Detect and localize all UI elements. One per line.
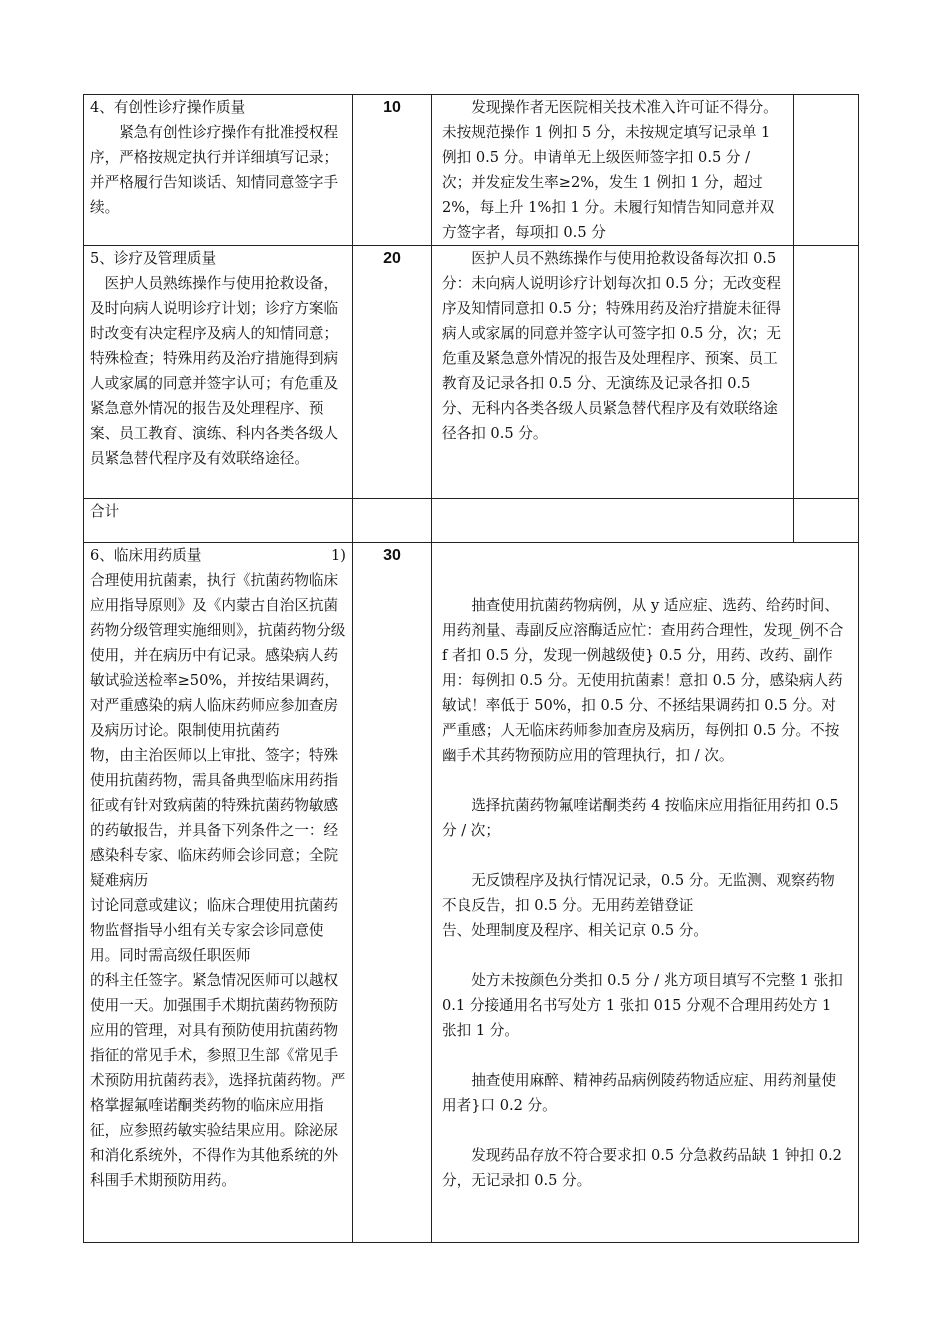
total-deduction-cell [794, 499, 859, 543]
item-title: 5、诊疗及管理质量 [90, 250, 217, 267]
item-body: 合理使用抗菌素，执行《抗菌药物临床应用指导原则》及《内蒙古自治区抗菌药物分级管理实施细则》，抗菌药物分级使用，并在病历中有记录。感染病人药敏试验送检率≥50%，并按结果调药，对严重感染的病人临床药师应参加查房及病历讨论。限制使用抗菌药 物，由主治医师以上审批、签字；特殊使用抗菌药物，需具备典型临床用药指征或有针对致病菌的特殊抗菌药物敏感的药敏报告，并具备下列条件之一：经感染科专家、临床药师会诊同意；全院疑难病历 讨论同意或建议；临床合理使用抗菌药物监督指导小组有关专家会诊同意使用。同时需高级任职医师 的科主任签字。紧急情况医师可以越权使用一天。加强围手术期抗菌药物预防应用的管理，对具有预防使用抗菌药物指征的常见手术，参照卫生部《常见手术预防用抗菌药表》，选择抗菌药物。严格掌握氟喹诺酮类药物的临床应用指征，应参照药敏实验结果应用。除泌尿和消化系统外，不得作为其他系统的外科围手术期预防用药。 [90, 572, 346, 1189]
score-value: 20 [383, 250, 401, 267]
score-value: 30 [383, 547, 401, 564]
table-row [84, 543, 859, 1243]
item-title: 6、临床用药质量 [90, 547, 202, 564]
score-cell [353, 543, 432, 1243]
criteria-text: 抽查使用抗菌药物病例，从 y 适应症、选药、给药时间、用药剂量、毒副反应溶酶适应忙：查用药合理性，发现_例不合 f 者扣 0.5 分，发现一例越级使} 0.5 分，用药、改药、副作用：每例扣 0.5 分。无使用抗菌素！意扣 0.5 分，感染病人药敏试！率低于 50%，扣 0.5 分、不拯结果调药扣 0.5 分。对严重感；人无临床药师参加查房及病历，每例扣 0.5 分。不按幽手术其药物预防应用的管理执行，扣 / 次。 选择抗菌药物氟喹诺酮类药 4 按临床应用指征用药扣 0.5 分 / 次； 无反馈程序及执行情况记录，0.5 分。无监测、观察药物不良反告，扣 0.5 分。无用药差错登证 告、处理制度及程序、相关记京 0.5 分。 处方未按颜色分类扣 0.5 分 / 兆方项目填写不完整 1 张扣 0.1 分接通用名书写处方 1 张扣 015 分观不合理用药处方 1 张扣 1 分。 抽查使用麻醉、精神药品病例陵药物适应症、用药剂量使用者}口 0.2 分。 发现药品存放不符合要求扣 0.5 分急救药品缺 1 钟扣 0.2 分，无记录扣 0.5 分。 [442, 597, 844, 1189]
score-value: 10 [383, 99, 401, 116]
item-cell [84, 246, 353, 499]
criteria-cell [432, 95, 794, 246]
score-cell [353, 246, 432, 499]
deduction-cell [794, 95, 859, 246]
table-row [84, 246, 859, 499]
total-label: 合计 [90, 503, 120, 520]
table-row [84, 95, 859, 246]
item-body: 医护人员熟练操作与使用抢救设备，及时向病人说明诊疗计划；诊疗方案临时改变有决定程序及病人的知情同意；特殊检查；特殊用药及治疗措施得到病人或家属的同意并签字认可；有危重及紧急意外情况的报告及处理程序、预案、员工教育、演练、科内各类各级人员紧急替代程序及有效联络途径。 [90, 275, 339, 467]
item-cell [84, 95, 353, 246]
criteria-cell [432, 543, 859, 1243]
score-cell [353, 95, 432, 246]
item-title: 4、有创性诊疗操作质量 [90, 99, 246, 116]
total-score-cell [353, 499, 432, 543]
total-row [84, 499, 859, 543]
assessment-table [83, 94, 859, 1243]
criteria-cell [432, 246, 794, 499]
item-title-line [84, 543, 352, 568]
item-number: 1) [331, 547, 346, 564]
item-cell [84, 543, 353, 1243]
item-body: 紧急有创性诊疗操作有批准授权程序，严格按规定执行并详细填写记录；并严格履行告知谈话、知情同意签字手续。 [90, 124, 339, 216]
total-label-cell [84, 499, 353, 543]
deduction-cell [794, 246, 859, 499]
total-criteria-cell [432, 499, 794, 543]
criteria-text: 医护人员不熟练操作与使用抢救设备每次扣 0.5 分：未向病人说明诊疗计划每次扣 0.5 分；无改变程序及知情同意扣 0.5 分；特殊用药及治疗措旋未征得病人或家属的同意并签字认可签字扣 0.5 分，次；无危重及紧急意外情况的报告及处理程序、预案、员工教育及记录各扣 0.5 分、无演练及记录各扣 0.5 分、无科内各类各级人员紧急替代程序及有效联络途径各扣 0.5 分。 [442, 250, 781, 442]
criteria-text: 发现操作者无医院相关技术准入许可证不得分。未按规范操作 1 例扣 5 分，未按规定填写记录单 1 例扣 0.5 分。申请单无上级医师签字扣 0.5 分 / 次；并发症发生率≥2%，发生 1 例扣 1 分，超过 2%，每上升 1%扣 1 分。未履行知情告知同意并双方签字者，每项扣 0.5 分 [442, 99, 778, 241]
